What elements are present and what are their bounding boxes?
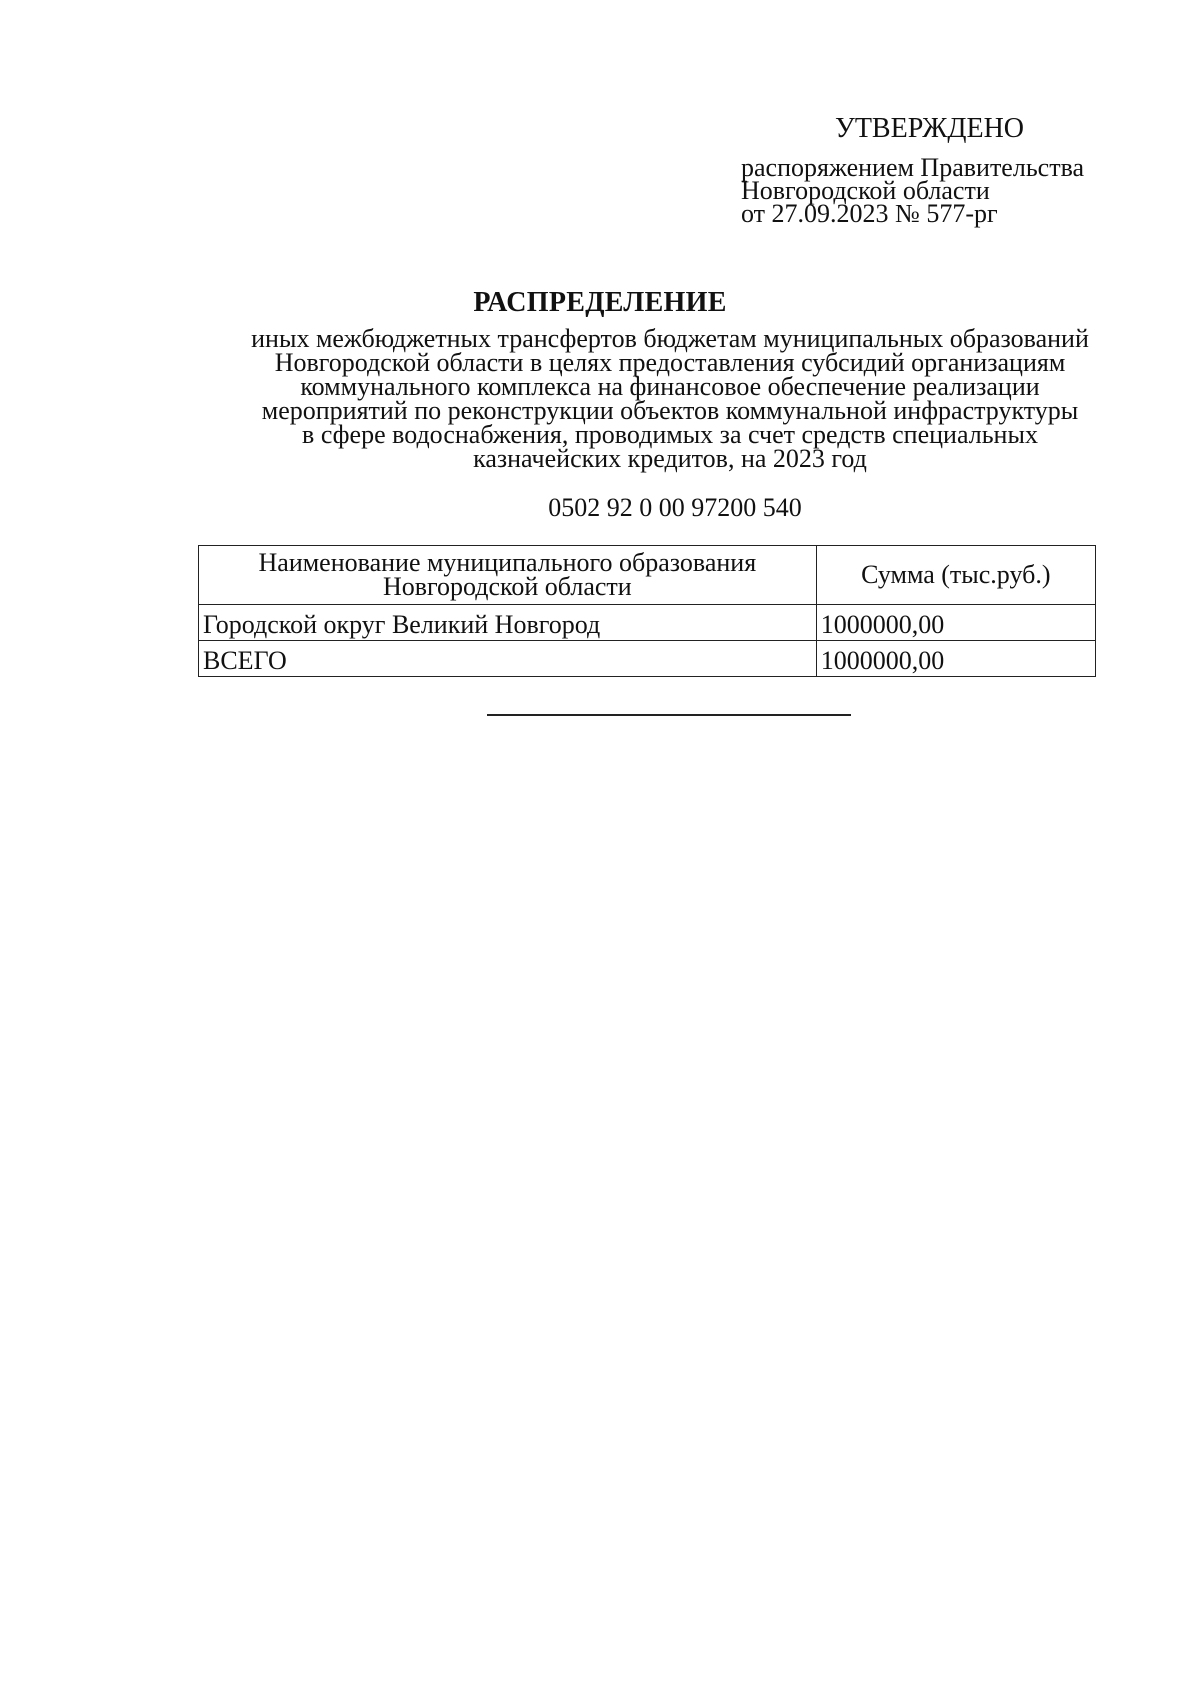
cell-total-label: ВСЕГО xyxy=(199,641,817,677)
budget-code: 0502 92 0 00 97200 540 xyxy=(548,493,802,522)
approval-line: от 27.09.2023 № 577-рг xyxy=(741,199,998,228)
table-row xyxy=(199,605,1096,641)
cell-municipality: Городской округ Великий Новгород xyxy=(199,605,817,641)
cell-sum: 1000000,00 xyxy=(816,605,1095,641)
header-municipality xyxy=(199,546,817,605)
subtitle-line: коммунального комплекса на финансовое обеспечение реализации xyxy=(300,372,1040,401)
subtitle-line: Новгородской области в целях предоставления субсидий организациям xyxy=(274,348,1066,377)
subtitle-line: иных межбюджетных трансфертов бюджетам муниципальных образований xyxy=(251,324,1089,353)
table-row-total xyxy=(199,641,1096,677)
approval-line: Новгородской области xyxy=(741,176,990,205)
document-subtitle xyxy=(200,324,1140,473)
table-header-row xyxy=(199,546,1096,605)
header-municipality-line: Новгородской области xyxy=(382,572,632,601)
subtitle-line: мероприятий по реконструкции объектов коммунальной инфраструктуры xyxy=(261,396,1079,425)
distribution-table xyxy=(198,545,1096,677)
approval-line: распоряжением Правительства xyxy=(741,153,1085,182)
document-title: РАСПРЕДЕЛЕНИЕ xyxy=(473,287,727,318)
approval-block xyxy=(741,112,1121,228)
subtitle-line: в сфере водоснабжения, проводимых за счет средств специальных xyxy=(302,420,1038,449)
header-sum: Сумма (тыс.руб.) xyxy=(816,546,1095,605)
closing-rule xyxy=(487,714,851,716)
cell-total-sum: 1000000,00 xyxy=(816,641,1095,677)
subtitle-line: казначейских кредитов, на 2023 год xyxy=(473,444,867,473)
approval-heading: УТВЕРЖДЕНО xyxy=(835,113,1025,144)
header-municipality-line: Наименование муниципального образования xyxy=(258,548,757,577)
